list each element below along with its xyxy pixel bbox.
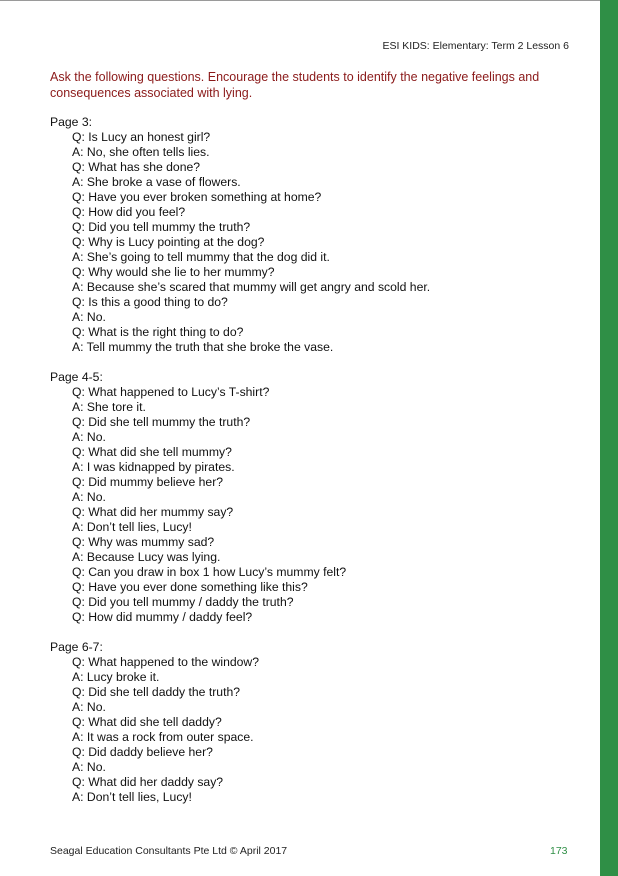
qa-line: A: No.	[72, 760, 106, 774]
qa-line: Q: Is Lucy an honest girl?	[72, 130, 211, 144]
qa-line: A: I was kidnapped by pirates.	[72, 460, 235, 474]
qa-line: Q: Did daddy believe her?	[72, 745, 213, 759]
qa-line: A: She tore it.	[72, 400, 146, 414]
section-page-6-7	[50, 640, 430, 805]
top-divider	[0, 0, 600, 1]
qa-line: Q: How did you feel?	[72, 205, 186, 219]
page-header: ESI KIDS: Elementary: Term 2 Lesson 6	[382, 40, 569, 52]
qa-line: A: She broke a vase of flowers.	[72, 175, 241, 189]
page-edge-bar	[600, 0, 618, 876]
qa-line: Q: What did she tell daddy?	[72, 715, 222, 729]
qa-line: A: Tell mummy the truth that she broke the vase.	[72, 340, 334, 354]
qa-line: Q: What happened to Lucy’s T-shirt?	[72, 385, 270, 399]
qa-line: Q: Did you tell mummy / daddy the truth?	[72, 595, 294, 609]
qa-line: Q: Have you ever done something like this?	[72, 580, 308, 594]
qa-line: Q: What did her daddy say?	[72, 775, 224, 789]
qa-line: A: No.	[72, 310, 106, 324]
qa-line: A: No.	[72, 700, 106, 714]
qa-line: A: No, she often tells lies.	[72, 145, 210, 159]
qa-line: Q: How did mummy / daddy feel?	[72, 610, 253, 624]
qa-line: Q: What happened to the window?	[72, 655, 259, 669]
qa-line: A: She’s going to tell mummy that the dog did it.	[72, 250, 330, 264]
qa-line: Q: What did she tell mummy?	[72, 445, 232, 459]
qa-list	[50, 130, 430, 355]
footer-copyright: Seagal Education Consultants Pte Ltd © April 2017	[50, 845, 288, 857]
qa-line: Q: Why is Lucy pointing at the dog?	[72, 235, 265, 249]
footer-page-number: 173	[550, 845, 568, 857]
qa-line: Q: Why would she lie to her mummy?	[72, 265, 275, 279]
qa-line: Q: Is this a good thing to do?	[72, 295, 228, 309]
qa-line: Q: Have you ever broken something at home?	[72, 190, 322, 204]
qa-line: Q: What is the right thing to do?	[72, 325, 244, 339]
qa-line: A: Because Lucy was lying.	[72, 550, 221, 564]
qa-content	[50, 115, 430, 820]
qa-line: A: Lucy broke it.	[72, 670, 160, 684]
section-title: Page 4-5:	[50, 370, 103, 384]
section-title: Page 3:	[50, 115, 93, 129]
qa-line: A: Because she’s scared that mummy will get angry and scold her.	[72, 280, 431, 294]
section-page-3	[50, 115, 430, 355]
qa-list	[50, 655, 430, 805]
qa-line: A: It was a rock from outer space.	[72, 730, 254, 744]
qa-line: Q: Did you tell mummy the truth?	[72, 220, 251, 234]
qa-line: Q: Did mummy believe her?	[72, 475, 224, 489]
qa-line: Q: Did she tell mummy the truth?	[72, 415, 251, 429]
qa-line: A: Don’t tell lies, Lucy!	[72, 790, 192, 804]
qa-line: Q: Why was mummy sad?	[72, 535, 215, 549]
section-page-4-5	[50, 370, 430, 625]
qa-line: A: No.	[72, 490, 106, 504]
qa-line: A: No.	[72, 430, 106, 444]
section-title: Page 6-7:	[50, 640, 103, 654]
qa-list	[50, 385, 430, 625]
qa-line: Q: Can you draw in box 1 how Lucy’s mummy felt?	[72, 565, 347, 579]
instruction-text: Ask the following questions. Encourage the students to identify the negative feelings and consequences associated with lying.	[50, 70, 540, 100]
qa-line: Q: Did she tell daddy the truth?	[72, 685, 241, 699]
qa-line: Q: What did her mummy say?	[72, 505, 234, 519]
qa-line: Q: What has she done?	[72, 160, 201, 174]
qa-line: A: Don’t tell lies, Lucy!	[72, 520, 192, 534]
